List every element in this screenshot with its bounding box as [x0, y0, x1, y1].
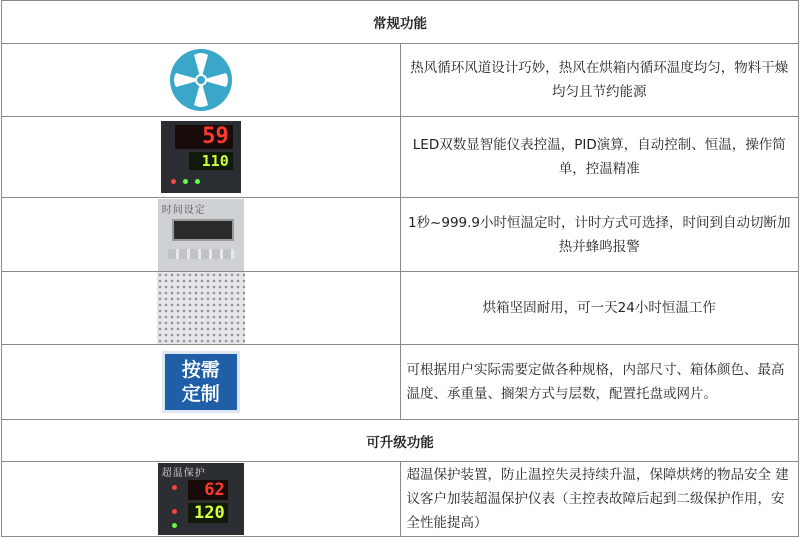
indicator-light: [195, 179, 200, 184]
controller-display-top: 59: [175, 125, 233, 149]
feature-text: 烘箱坚固耐用，可一天24小时恒温工作: [400, 272, 799, 345]
indicator-light: [172, 485, 177, 490]
timer-panel-icon: [158, 199, 244, 271]
badge-line-1: 按需: [181, 359, 220, 381]
fan-icon: [164, 47, 238, 113]
timer-keys: [168, 249, 234, 259]
indicator-light: [183, 179, 188, 184]
timer-panel-label: 时间设定: [161, 204, 206, 216]
overtemp-display-top: 62: [188, 480, 228, 500]
overtemp-display-bottom: 120: [188, 503, 228, 523]
perforated-plate-icon: [157, 272, 245, 344]
overtemp-panel-label: 超温保护: [161, 468, 206, 479]
overtemp-controller-icon: [158, 463, 244, 535]
row-image-cell: [2, 462, 401, 537]
row-image-cell: [2, 272, 401, 345]
row-image-cell: [2, 44, 401, 117]
row-image-cell: [2, 198, 401, 272]
custom-badge-icon: [162, 351, 240, 413]
section-header-standard: 常规功能: [2, 1, 799, 44]
feature-text: 可根据用户实际需要定做各种规格，内部尺寸、箱体颜色、最高温度、承重量、搁架方式与层数，配置托盘或网片。: [400, 345, 799, 420]
feature-table: [1, 0, 799, 537]
feature-text: 热风循环风道设计巧妙，热风在烘箱内循环温度均匀，物料干燥均匀且节约能源: [400, 44, 799, 117]
digital-controller-icon: [161, 121, 241, 193]
indicator-light: [172, 509, 177, 514]
indicator-light: [172, 523, 177, 528]
feature-text: LED双数显智能仪表控温，PID演算，自动控制、恒温，操作简单，控温精准: [400, 117, 799, 198]
section-header-upgrade: 可升级功能: [2, 420, 799, 462]
timer-screen: [172, 219, 234, 241]
badge-line-2: 定制: [181, 383, 220, 405]
feature-text: 超温保护装置，防止温控失灵持续升温，保障烘烤的物品安全 建议客户加装超温保护仪表（主控表故障后起到二级保护作用，安全性能提高）: [400, 462, 799, 537]
feature-text: 1秒~999.9小时恒温定时，计时方式可选择，时间到自动切断加热并蜂鸣报警: [400, 198, 799, 272]
row-image-cell: [2, 345, 401, 420]
controller-display-bottom: 110: [189, 152, 233, 170]
row-image-cell: [2, 117, 401, 198]
indicator-light: [171, 179, 176, 184]
